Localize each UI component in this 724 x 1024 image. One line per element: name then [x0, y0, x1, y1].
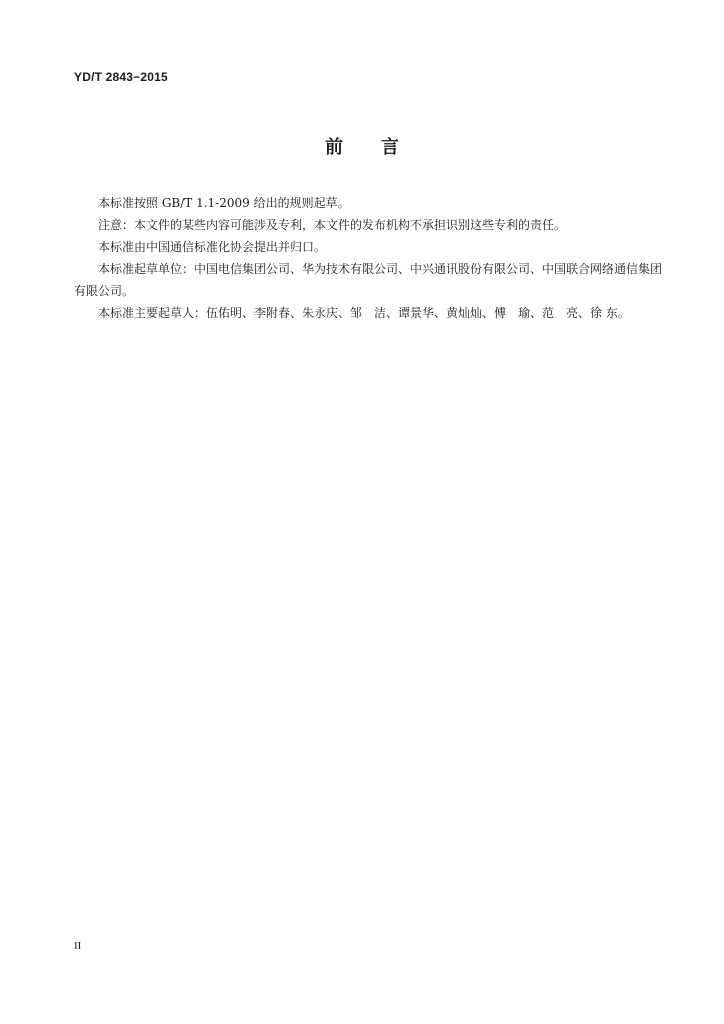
foreword-body — [74, 192, 664, 324]
page-title — [0, 133, 724, 159]
paragraph-patent-notice: 注意：本文件的某些内容可能涉及专利，本文件的发布机构不承担识别这些专利的责任。 — [98, 218, 567, 232]
paragraph-drafting-units: 本标准起草单位：中国电信集团公司、华为技术有限公司、中兴通讯股份有限公司、中国联合网络通信集团有限公司。 — [74, 262, 663, 298]
paragraph-main-drafters: 本标准主要起草人：伍佑明、李附春、朱永庆、邹 洁、谭景华、黄灿灿、傅 瑜、范 亮、徐 东。 — [98, 306, 630, 320]
paragraph-drafting-rules: 本标准按照 GB/T 1.1-2009 给出的规则起草。 — [98, 196, 350, 210]
title-char-2: 言 — [381, 137, 399, 158]
standard-code: YD/T 2843−2015 — [74, 70, 168, 84]
page-number: II — [74, 940, 82, 952]
title-char-1: 前 — [325, 137, 343, 158]
paragraph-proposer: 本标准由中国通信标准化协会提出并归口。 — [98, 240, 327, 254]
